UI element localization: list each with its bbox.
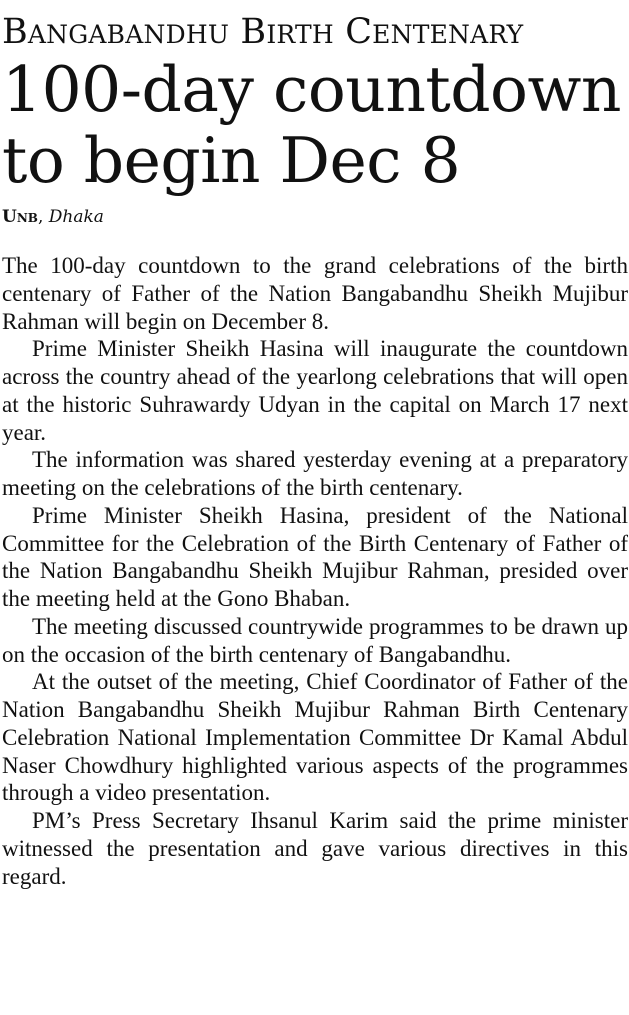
body-paragraph-6: At the outset of the meeting, Chief Coordinator of Father of the Nation Bangabandhu Sheikh Mujibur Rahman Birth Centenary Celebration National Implementation Committee Dr Kamal Abdul Naser Chowdhury highlighted various aspects of the programmes through a video presentation. (2, 669, 628, 806)
body-paragraph-7: PM’s Press Secretary Ihsanul Karim said the prime minister witnessed the presentation and gave various directives in this regard. (2, 808, 628, 889)
body-paragraph-4: Prime Minister Sheikh Hasina, president of the National Committee for the Celebration of the Birth Centenary of Father of the Nation Bangabandhu Sheikh Mujibur Rahman, presided over the meeting held at the Gono Bhaban. (2, 502, 628, 611)
body-paragraph-2: Prime Minister Sheikh Hasina will inaugurate the countdown across the country ahead of the yearlong celebrations that will open at the historic Suhrawardy Udyan in the capital on March 17 next year. (2, 336, 628, 445)
article-body (2, 252, 628, 890)
article-headline (2, 54, 628, 196)
byline (2, 206, 628, 228)
byline-agency: Unb (2, 207, 38, 227)
headline-line-2: to begin Dec 8 (2, 124, 461, 197)
byline-separator: , (37, 207, 49, 227)
headline-line-1: 100-day countdown (2, 53, 621, 126)
body-paragraph-5: The meeting discussed countrywide programmes to be drawn up on the occasion of the birth centenary of Bangabandhu. (2, 613, 628, 667)
news-article (2, 0, 628, 890)
body-paragraph-1: The 100-day countdown to the grand celebrations of the birth centenary of Father of the Nation Bangabandhu Sheikh Mujibur Rahman will begin on December 8. (2, 253, 628, 334)
body-paragraph-3: The information was shared yesterday evening at a preparatory meeting on the celebrations of the birth centenary. (2, 447, 628, 500)
article-kicker: Bangabandhu Birth Centenary (2, 12, 524, 52)
byline-place: Dhaka (48, 207, 104, 227)
